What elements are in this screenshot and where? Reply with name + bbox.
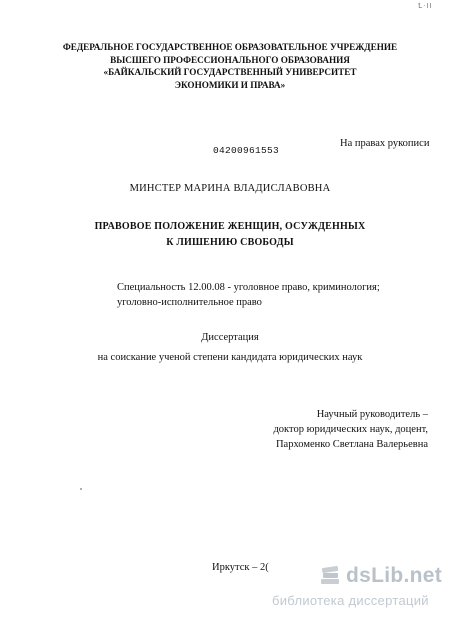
city-year: Иркутск – 2( <box>212 562 269 573</box>
specialty-line: уголовно-исполнительное право <box>117 297 262 308</box>
supervisor-role: Научный руководитель – <box>316 409 428 420</box>
title-line: К ЛИШЕНИЮ СВОБОДЫ <box>166 237 294 248</box>
degree-purpose: на соискание ученой степени кандидата юридических наук <box>97 352 363 363</box>
dissertation-title <box>40 219 420 251</box>
supervisor-credentials: доктор юридических наук, доцент, <box>273 424 428 435</box>
title-line: ПРАВОВОЕ ПОЛОЖЕНИЕ ЖЕНЩИН, ОСУЖДЕННЫХ <box>94 221 366 232</box>
author-name: МИНСТЕР МАРИНА ВЛАДИСЛАВОВНА <box>129 183 331 194</box>
registration-code: 04200961553 <box>213 145 280 156</box>
specialty-line: Специальность 12.00.08 - уголовное право, криминология; <box>117 282 380 293</box>
degree-block <box>40 329 420 367</box>
institution-line: ФЕДЕРАЛЬНОЕ ГОСУДАРСТВЕННОЕ ОБРАЗОВАТЕЛЬНОЕ УЧРЕЖДЕНИЕ <box>62 42 398 52</box>
corner-mark: Ꝉ·ⵏⵏ <box>418 2 433 10</box>
scan-speck <box>80 488 82 490</box>
rights-note: На правах рукописи <box>340 138 430 149</box>
watermark <box>262 564 446 614</box>
institution-header <box>40 41 420 91</box>
watermark-site: dsLib.net <box>346 564 443 587</box>
supervisor-block <box>40 407 428 452</box>
book-stack-icon <box>318 564 342 588</box>
supervisor-name: Пархоменко Светлана Валерьевна <box>275 439 428 450</box>
degree-label: Диссертация <box>201 332 259 343</box>
institution-line: ЭКОНОМИКИ И ПРАВА» <box>174 79 286 90</box>
specialty <box>117 280 380 310</box>
watermark-subtitle: библиотека диссертаций <box>272 593 429 608</box>
institution-line: «БАЙКАЛЬСКИЙ ГОСУДАРСТВЕННЫЙ УНИВЕРСИТЕТ <box>103 67 357 77</box>
institution-line: ВЫСШЕГО ПРОФЕССИОНАЛЬНОГО ОБРАЗОВАНИЯ <box>110 54 350 65</box>
